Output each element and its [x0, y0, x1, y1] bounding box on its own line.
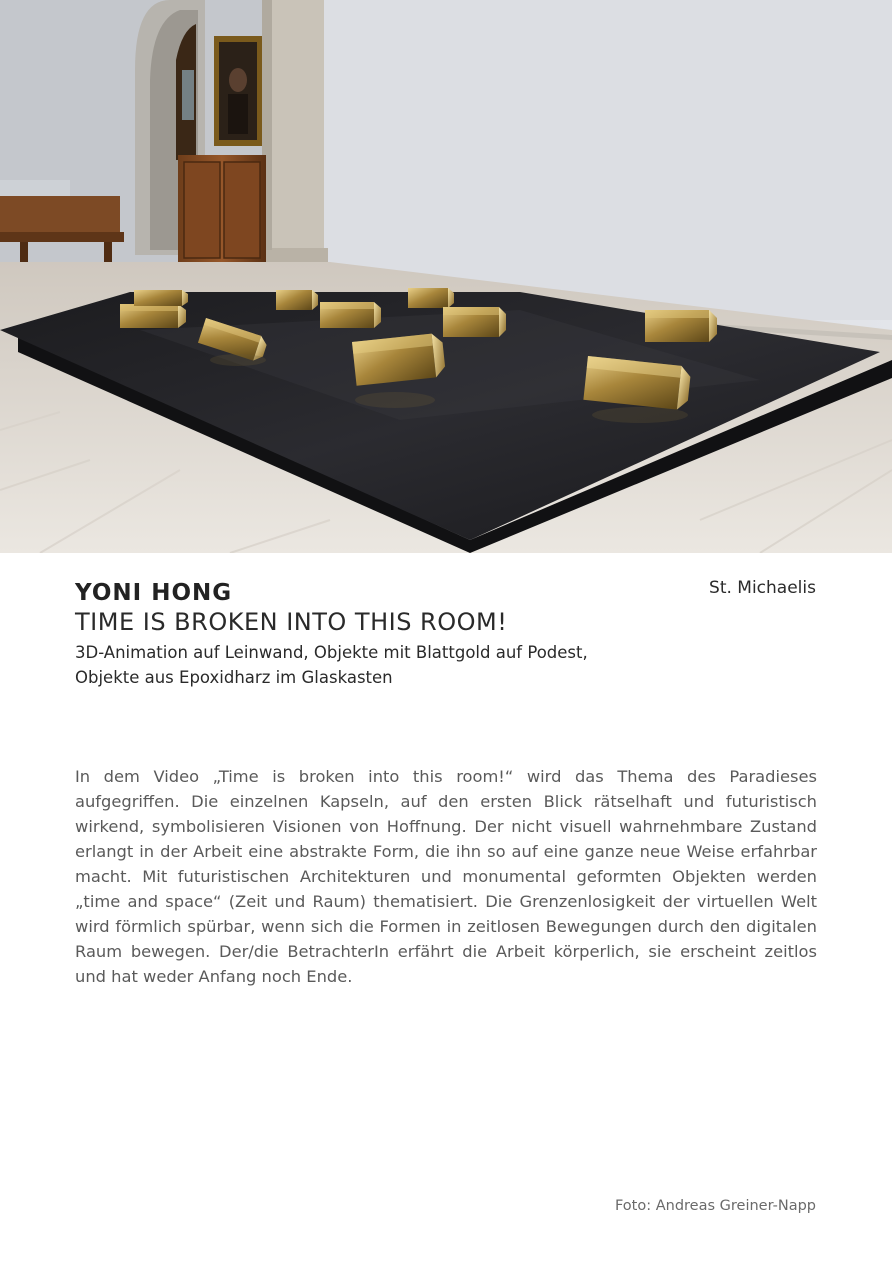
medium-line: Objekte aus Epoxidharz im Glaskasten	[75, 668, 393, 687]
photo-illustration	[0, 0, 892, 553]
artwork-title: TIME IS BROKEN INTO THIS ROOM!	[75, 608, 508, 636]
exhibition-photo	[0, 0, 892, 553]
artwork-medium	[75, 640, 588, 690]
description-paragraph: In dem Video „Time is broken into this room!“ wird das Thema des Paradieses aufgegriffen. Die einzelnen Kapseln, auf den ersten Blick rätselhaft und futuristisch wirkend, symbolisieren Visionen von Hoffnung. Der nicht visuell wahrnehmbare Zustand erlangt in der Arbeit eine abstrakte Form, die ihn so auf eine ganze neue Weise erfahrbar macht. Mit futuristischen Architekturen und monumental geformten Objekten werden „time and space“ (Zeit und Raum) thematisiert. Die Grenzenlosigkeit der virtuellen Welt wird förmlich spürbar, wenn sich die Formen in zeitlosen Bewegungen durch den digitalen Raum bewegen. Der/die BetrachterIn erfährt die Arbeit körperlich, sie erscheint zeitlos und hat weder Anfang noch Ende.	[75, 767, 817, 986]
artist-name: YONI HONG	[75, 580, 233, 606]
photo-credit: Foto: Andreas Greiner-Napp	[614, 1198, 816, 1214]
location-label: St. Michaelis	[709, 578, 816, 598]
medium-line: 3D-Animation auf Leinwand, Objekte mit Blattgold auf Podest,	[75, 643, 588, 662]
